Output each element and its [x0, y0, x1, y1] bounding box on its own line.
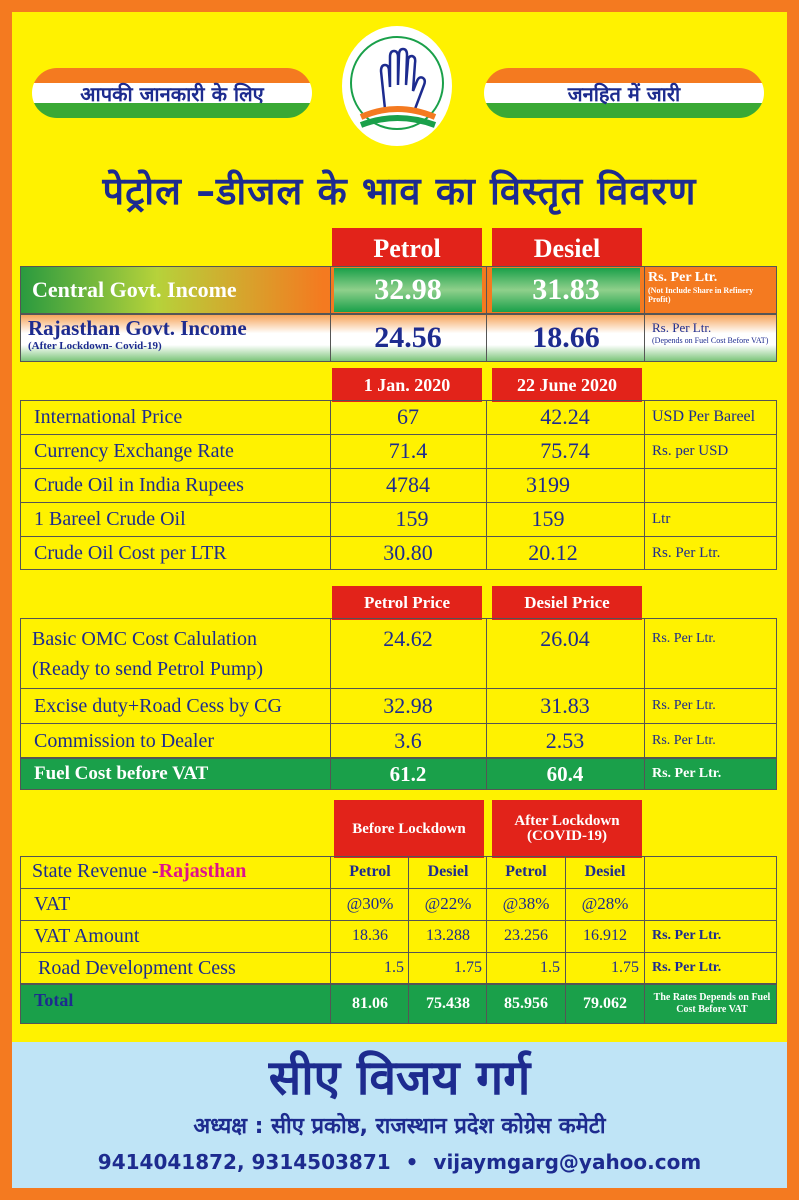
before-diesel-header: Desiel — [427, 863, 469, 880]
total-after-petrol: 85.956 — [504, 995, 548, 1012]
info-banner-text: आपकी जानकारी के लिए — [80, 81, 264, 106]
crude-row-value-june: 42.24 — [540, 404, 590, 429]
central-unit-text: Rs. Per Ltr. — [648, 270, 718, 285]
author-designation: अध्यक्ष : सीए प्रकोष्ठ, राजस्थान प्रदेश कोग्रेस कमेटी — [193, 1114, 606, 1139]
fuel-cost-petrol: 61.2 — [389, 761, 427, 786]
commission-unit: Rs. Per Ltr. — [652, 733, 716, 748]
crude-col-jan: 1 Jan. 2020 — [332, 368, 482, 402]
excise-label: Excise duty+Road Cess by CG — [34, 694, 282, 717]
excise-unit: Rs. Per Ltr. — [652, 698, 716, 713]
public-interest-banner-text: जनहित में जारी — [567, 81, 681, 106]
vat-amount-before-petrol: 18.36 — [352, 927, 388, 944]
after-petrol-header: Petrol — [505, 863, 547, 880]
state-revenue-prefix: State Revenue - — [32, 860, 159, 882]
before-lockdown-header: Before Lockdown — [334, 800, 484, 858]
total-note: The Rates Depends on Fuel Cost Before VAT — [653, 992, 771, 1015]
vat-amount-after-petrol: 23.256 — [504, 927, 548, 944]
central-income-petrol: 32.98 — [334, 268, 482, 312]
vat-before-diesel: @22% — [424, 894, 472, 913]
rajasthan-unit-text: Rs. Per Ltr. — [652, 320, 712, 335]
rajasthan-unit-note: (Depends on Fuel Cost Before VAT) — [652, 336, 769, 345]
commission-diesel: 2.53 — [545, 728, 585, 753]
crude-col-june: 22 June 2020 — [492, 368, 642, 402]
road-cess-after-diesel: 1.75 — [611, 959, 639, 976]
omc-cost-label: Basic OMC Cost Calulation — [32, 628, 257, 650]
rajasthan-income-diesel: 18.66 — [532, 321, 600, 354]
poster — [12, 12, 787, 1188]
crude-row-value-jan: 71.4 — [388, 438, 428, 463]
crude-row-unit: Rs. Per Ltr. — [652, 544, 721, 561]
omc-cost-diesel: 26.04 — [540, 626, 590, 651]
author-name: सीए विजय गर्ग — [268, 1050, 531, 1106]
crude-row-label: 1 Bareel Crude Oil — [34, 507, 186, 530]
vat-before-petrol: @30% — [346, 894, 394, 913]
crude-row-unit: USD Per Bareel — [652, 408, 756, 425]
commission-petrol: 3.6 — [394, 728, 422, 753]
excise-petrol: 32.98 — [383, 693, 433, 718]
crude-row-value-jan: 4784 — [386, 472, 430, 497]
income-col-petrol: Petrol — [332, 228, 482, 270]
after-lockdown-header: After Lockdown (COVID-19) — [492, 800, 642, 858]
vat-after-petrol: @38% — [502, 894, 550, 913]
state-revenue-label — [32, 860, 332, 883]
crude-row-value-jan: 67 — [397, 404, 419, 429]
email-address: vijaymgarg@yahoo.com — [433, 1150, 702, 1174]
vat-amount-after-diesel: 16.912 — [583, 927, 627, 944]
central-income-unit — [648, 270, 776, 304]
vat-amount-before-diesel: 13.288 — [426, 927, 470, 944]
crude-row-label: Crude Oil in India Rupees — [34, 473, 244, 496]
fuel-cost-label: Fuel Cost before VAT — [34, 763, 209, 784]
contact-line — [12, 1150, 787, 1174]
commission-label: Commission to Dealer — [34, 729, 214, 752]
income-col-diesel: Desiel — [492, 228, 642, 270]
road-cess-after-petrol: 1.5 — [540, 959, 560, 976]
vat-label: VAT — [34, 892, 71, 915]
after-diesel-header: Desiel — [584, 863, 626, 880]
omc-cost-unit: Rs. Per Ltr. — [652, 631, 716, 646]
crude-row-unit: Rs. per USD — [652, 442, 729, 459]
state-total-label: Total — [34, 989, 74, 1010]
central-income-label: Central Govt. Income — [32, 277, 237, 302]
public-interest-banner — [484, 68, 764, 118]
page-title: पेट्रोल –डीजल के भाव का विस्तृत विवरण — [102, 169, 697, 213]
crude-row-unit: Ltr — [652, 510, 671, 527]
crude-row-value-june: 20.12 — [528, 540, 578, 565]
excise-diesel: 31.83 — [540, 693, 590, 718]
crude-row-value-jan: 159 — [395, 506, 429, 531]
rajasthan-income-sub: (After Lockdown- Covid-19) — [28, 340, 162, 352]
crude-row-value-june: 159 — [531, 506, 565, 531]
road-cess-unit: Rs. Per Ltr. — [652, 960, 722, 975]
hand-icon — [347, 31, 447, 141]
crude-row-value-jan: 30.80 — [383, 540, 433, 565]
total-before-petrol: 81.06 — [352, 995, 388, 1012]
state-name: Rajasthan — [158, 860, 247, 882]
total-after-diesel: 79.062 — [583, 995, 627, 1012]
crude-row-value-june: 75.74 — [540, 438, 590, 463]
crude-row-value-june: 3199 — [526, 472, 570, 497]
vat-after-diesel: @28% — [581, 894, 629, 913]
vat-amount-unit: Rs. Per Ltr. — [652, 928, 722, 943]
road-cess-before-diesel: 1.75 — [454, 959, 482, 976]
phone-numbers: 9414041872, 9314503871 — [97, 1150, 391, 1174]
fuel-cost-unit: Rs. Per Ltr. — [652, 766, 722, 781]
road-cess-label: Road Development Cess — [38, 956, 236, 979]
congress-hand-logo — [342, 26, 452, 146]
bullet-separator: • — [405, 1150, 419, 1174]
price-col-diesel: Desiel Price — [492, 586, 642, 620]
fuel-cost-diesel: 60.4 — [546, 761, 584, 786]
omc-cost-label-sub: (Ready to send Petrol Pump) — [32, 658, 264, 680]
rajasthan-income-unit — [652, 320, 776, 345]
omc-cost-label-block — [32, 624, 332, 684]
total-before-diesel: 75.438 — [426, 995, 470, 1012]
omc-cost-petrol: 24.62 — [383, 626, 433, 651]
rajasthan-income-label: Rajasthan Govt. Income — [28, 316, 247, 340]
vat-amount-label: VAT Amount — [34, 924, 140, 947]
before-petrol-header: Petrol — [349, 863, 391, 880]
price-col-petrol: Petrol Price — [332, 586, 482, 620]
crude-row-label: International Price — [34, 405, 183, 428]
rajasthan-income-petrol: 24.56 — [374, 321, 442, 354]
crude-row-label: Crude Oil Cost per LTR — [34, 541, 227, 564]
crude-row-label: Currency Exchange Rate — [34, 439, 234, 462]
info-banner — [32, 68, 312, 118]
central-unit-note: (Not Include Share in Refinery Profit) — [648, 286, 754, 304]
central-income-diesel: 31.83 — [492, 268, 640, 312]
rajasthan-income-label-block — [28, 316, 328, 352]
road-cess-before-petrol: 1.5 — [384, 959, 404, 976]
